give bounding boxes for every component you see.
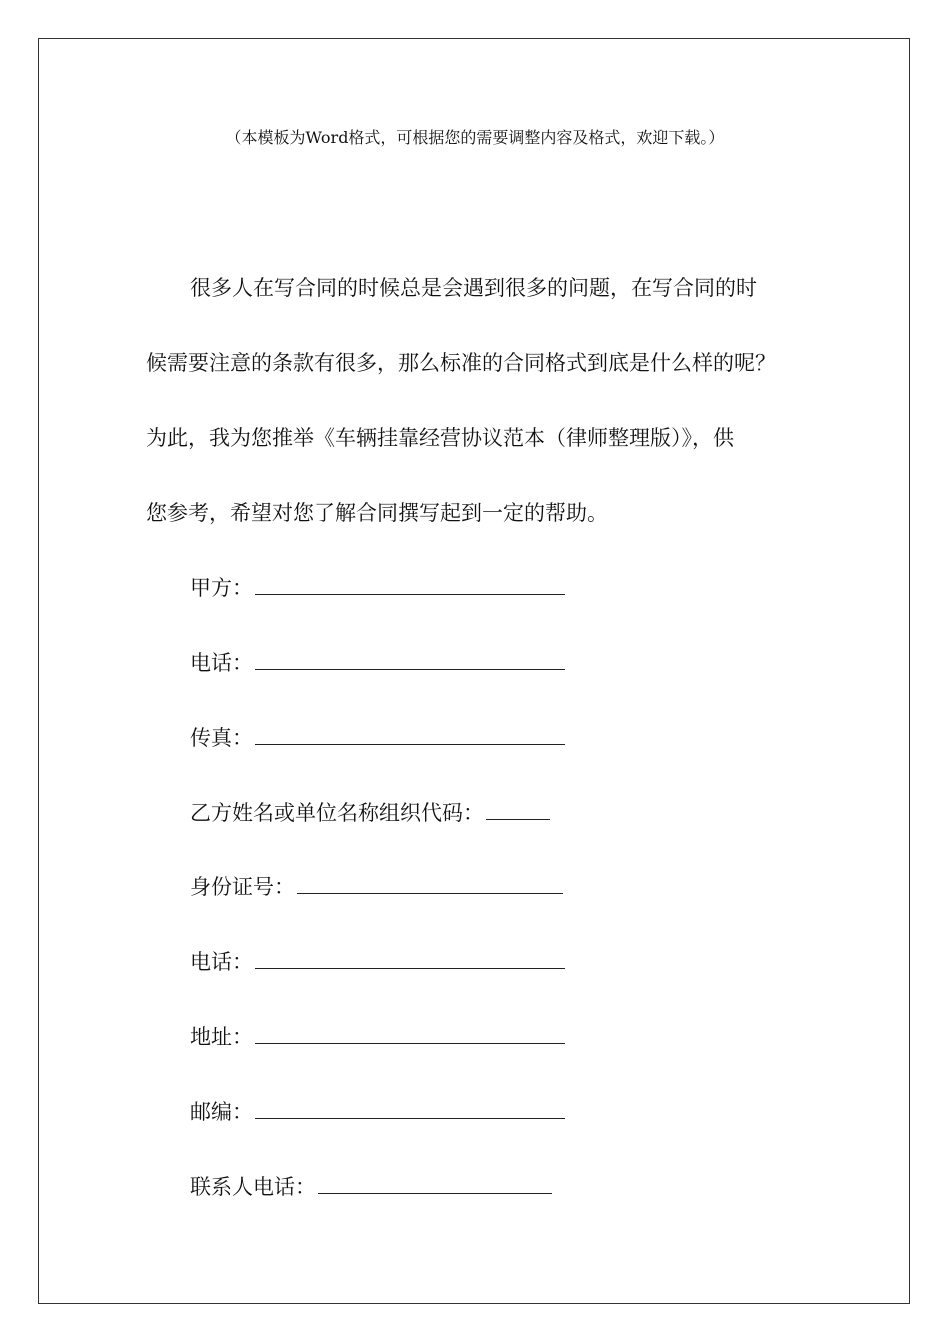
field-label: 甲方： xyxy=(190,576,253,600)
fill-in-line[interactable] xyxy=(318,1171,552,1194)
field-label: 电话： xyxy=(190,651,253,675)
field-label: 联系人电话： xyxy=(190,1175,316,1199)
fill-in-line[interactable] xyxy=(255,946,565,969)
fill-in-line[interactable] xyxy=(486,797,550,820)
field-phone-b xyxy=(190,946,565,977)
fill-in-line[interactable] xyxy=(297,871,563,894)
field-label: 地址： xyxy=(190,1025,253,1049)
field-label: 电话： xyxy=(190,950,253,974)
intro-line-2: 候需要注意的条款有很多，那么标准的合同格式到底是什么样的呢？ xyxy=(146,351,776,375)
field-party-b-name xyxy=(190,797,550,828)
intro-line-1: 很多人在写合同的时候总是会遇到很多的问题，在写合同的时 xyxy=(190,276,757,300)
fill-in-line[interactable] xyxy=(255,1021,565,1044)
field-party-a xyxy=(190,572,565,603)
intro-line-3: 为此，我为您推举《车辆挂靠经营协议范本（律师整理版）》，供 xyxy=(146,426,734,450)
field-address xyxy=(190,1021,565,1052)
field-label: 邮编： xyxy=(190,1100,253,1124)
field-id-number xyxy=(190,871,563,902)
fill-in-line[interactable] xyxy=(255,722,565,745)
field-contact-phone xyxy=(190,1171,552,1202)
fill-in-line[interactable] xyxy=(255,1096,565,1119)
field-postcode xyxy=(190,1096,565,1127)
fill-in-line[interactable] xyxy=(255,647,565,670)
field-label: 传真： xyxy=(190,726,253,750)
template-note: （本模板为Word格式，可根据您的需要调整内容及格式，欢迎下载。） xyxy=(225,128,725,147)
fill-in-line[interactable] xyxy=(255,572,565,595)
field-phone-a xyxy=(190,647,565,678)
field-label: 身份证号： xyxy=(190,875,295,899)
intro-line-4: 您参考，希望对您了解合同撰写起到一定的帮助。 xyxy=(146,501,608,525)
field-fax xyxy=(190,722,565,753)
field-label: 乙方姓名或单位名称组织代码： xyxy=(190,801,484,825)
